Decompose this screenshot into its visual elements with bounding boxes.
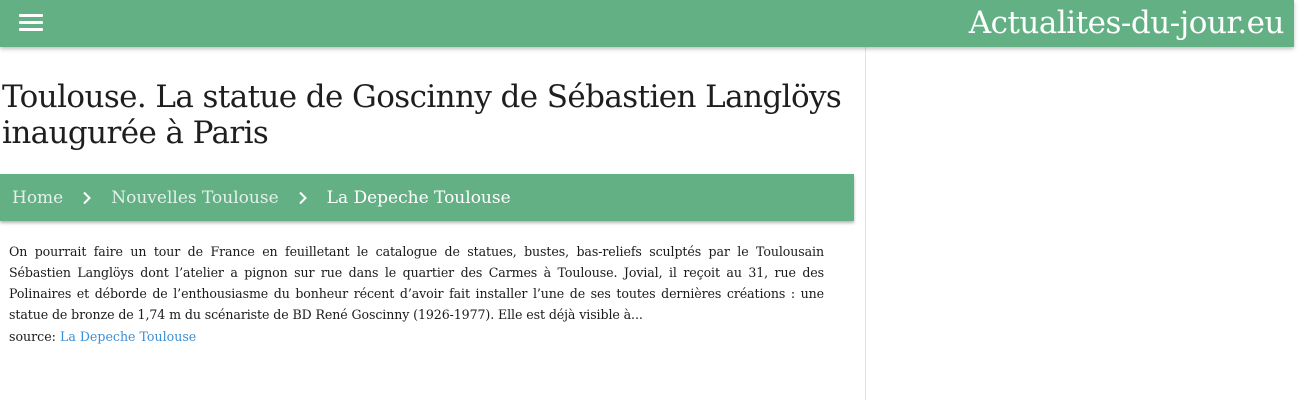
chevron-right-icon — [279, 188, 327, 208]
article-title: Toulouse. La statue de Goscinny de Sébastien Langlöys inaugurée à Paris — [2, 79, 842, 151]
article-excerpt: On pourrait faire un tour de France en feuilletant le catalogue de statues, bustes, bas-reliefs sculptés par le Toulousain Sébastien Langlöys dont l’atelier a pignon sur rue dans le quartier des Carmes à Toulouse. Jovial, il reçoit au 31, rue des Polinaires et déborde de l’enthousiasme du bonheur récent d’avoir fait installer l’une de ses toutes dernières créations : une statue de bronze de 1,74 m du scénariste de BD René Goscinny (1926-1977). Elle est déjà visible à... — [9, 244, 824, 322]
source-label: source: — [9, 329, 56, 344]
site-brand-link[interactable]: Actualites-du-jour.eu — [968, 5, 1284, 41]
chevron-right-icon — [63, 188, 111, 208]
sidebar-divider — [865, 47, 866, 400]
top-app-bar — [0, 0, 1294, 47]
breadcrumb-item-la-depeche-toulouse[interactable]: La Depeche Toulouse — [326, 187, 511, 208]
breadcrumb-item-nouvelles-toulouse[interactable]: Nouvelles Toulouse — [111, 187, 279, 208]
hamburger-menu-icon[interactable] — [19, 13, 43, 33]
source-link[interactable]: La Depeche Toulouse — [59, 329, 197, 344]
breadcrumb — [0, 174, 854, 221]
breadcrumb-item-home[interactable]: Home — [12, 187, 64, 208]
source-line — [9, 326, 196, 347]
